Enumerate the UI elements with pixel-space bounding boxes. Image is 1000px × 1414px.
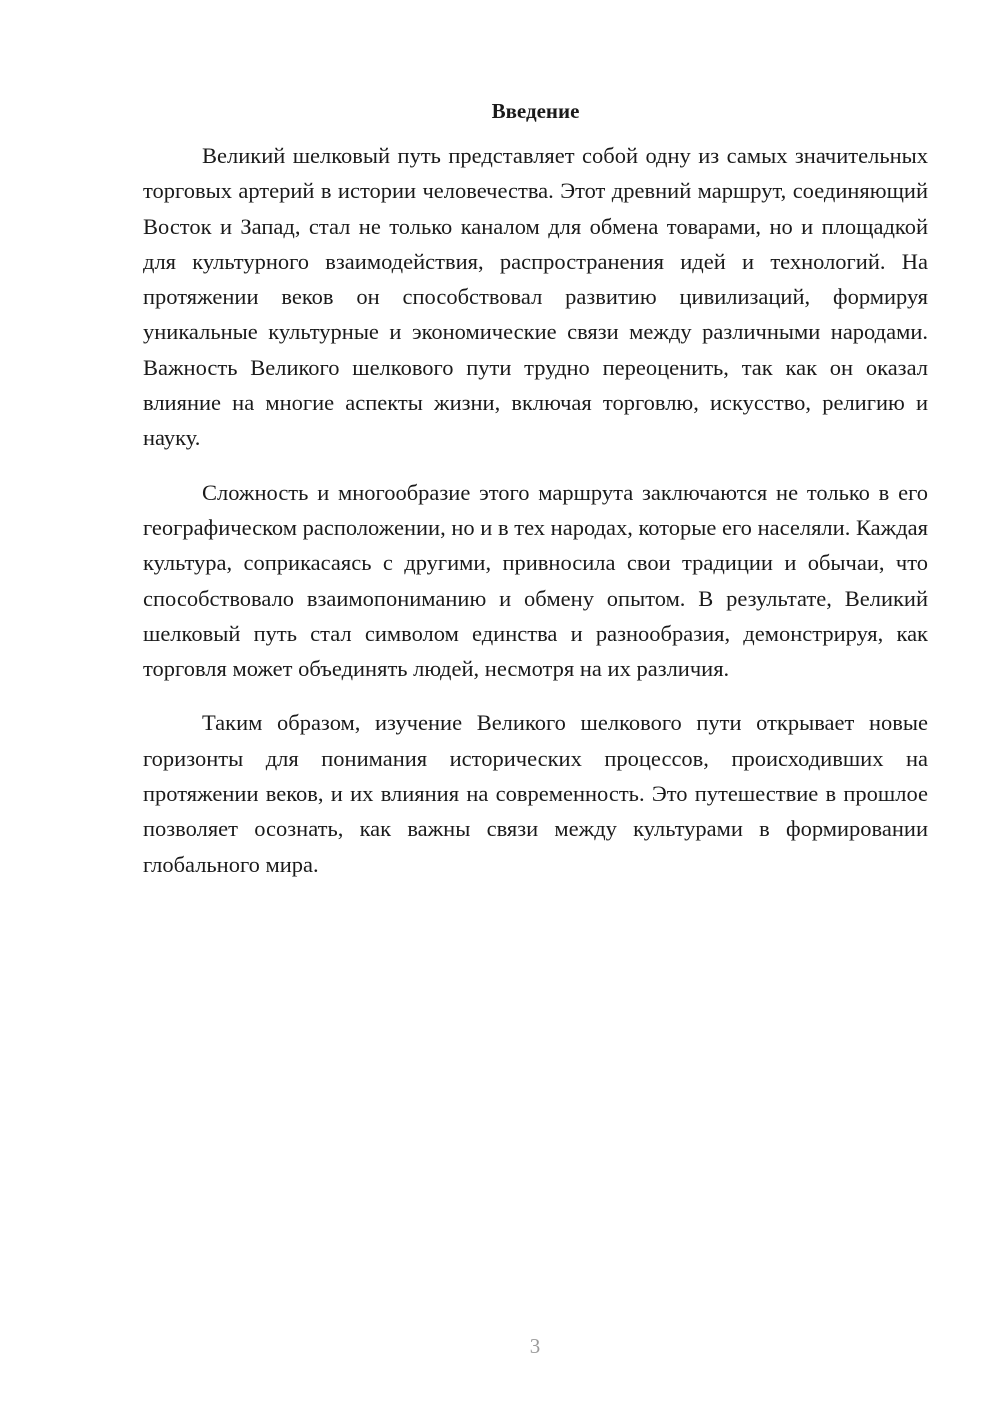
- page-number: 3: [529, 1334, 541, 1358]
- paragraph-3: Таким образом, изучение Великого шелкового пути открывает новые горизонты для понимания исторических процессов, происходивших на протяжении веков, и их влияния на современность. Это путешествие в прошлое позволяет осознать, как важны связи между культурами в формировании глобального мира.: [143, 710, 928, 877]
- page-content: [143, 96, 928, 882]
- paragraph-1: Великий шелковый путь представляет собой одну из самых значительных торговых артерий в истории человечества. Этот древний маршрут, соединяющий Восток и Запад, стал не только каналом для обмена товарами, но и площадкой для культурного взаимодействия, распространения идей и технологий. На протяжении веков он способствовал развитию цивилизаций, формируя уникальные культурные и экономические связи между различными народами. Важность Великого шелкового пути трудно переоценить, так как он оказал влияние на многие аспекты жизни, включая торговлю, искусство, религию и науку.: [143, 143, 928, 451]
- section-heading: Введение: [491, 99, 580, 123]
- paragraph-2: Сложность и многообразие этого маршрута заключаются не только в его географическом расположении, но и в тех народах, которые его населяли. Каждая культура, соприкасаясь с другими, привносила свои традиции и обычаи, что способствовало взаимопониманию и обмену опытом. В результате, Великий шелковый путь стал символом единства и разнообразия, демонстрируя, как торговля может объединять людей, несмотря на их различия.: [143, 479, 928, 682]
